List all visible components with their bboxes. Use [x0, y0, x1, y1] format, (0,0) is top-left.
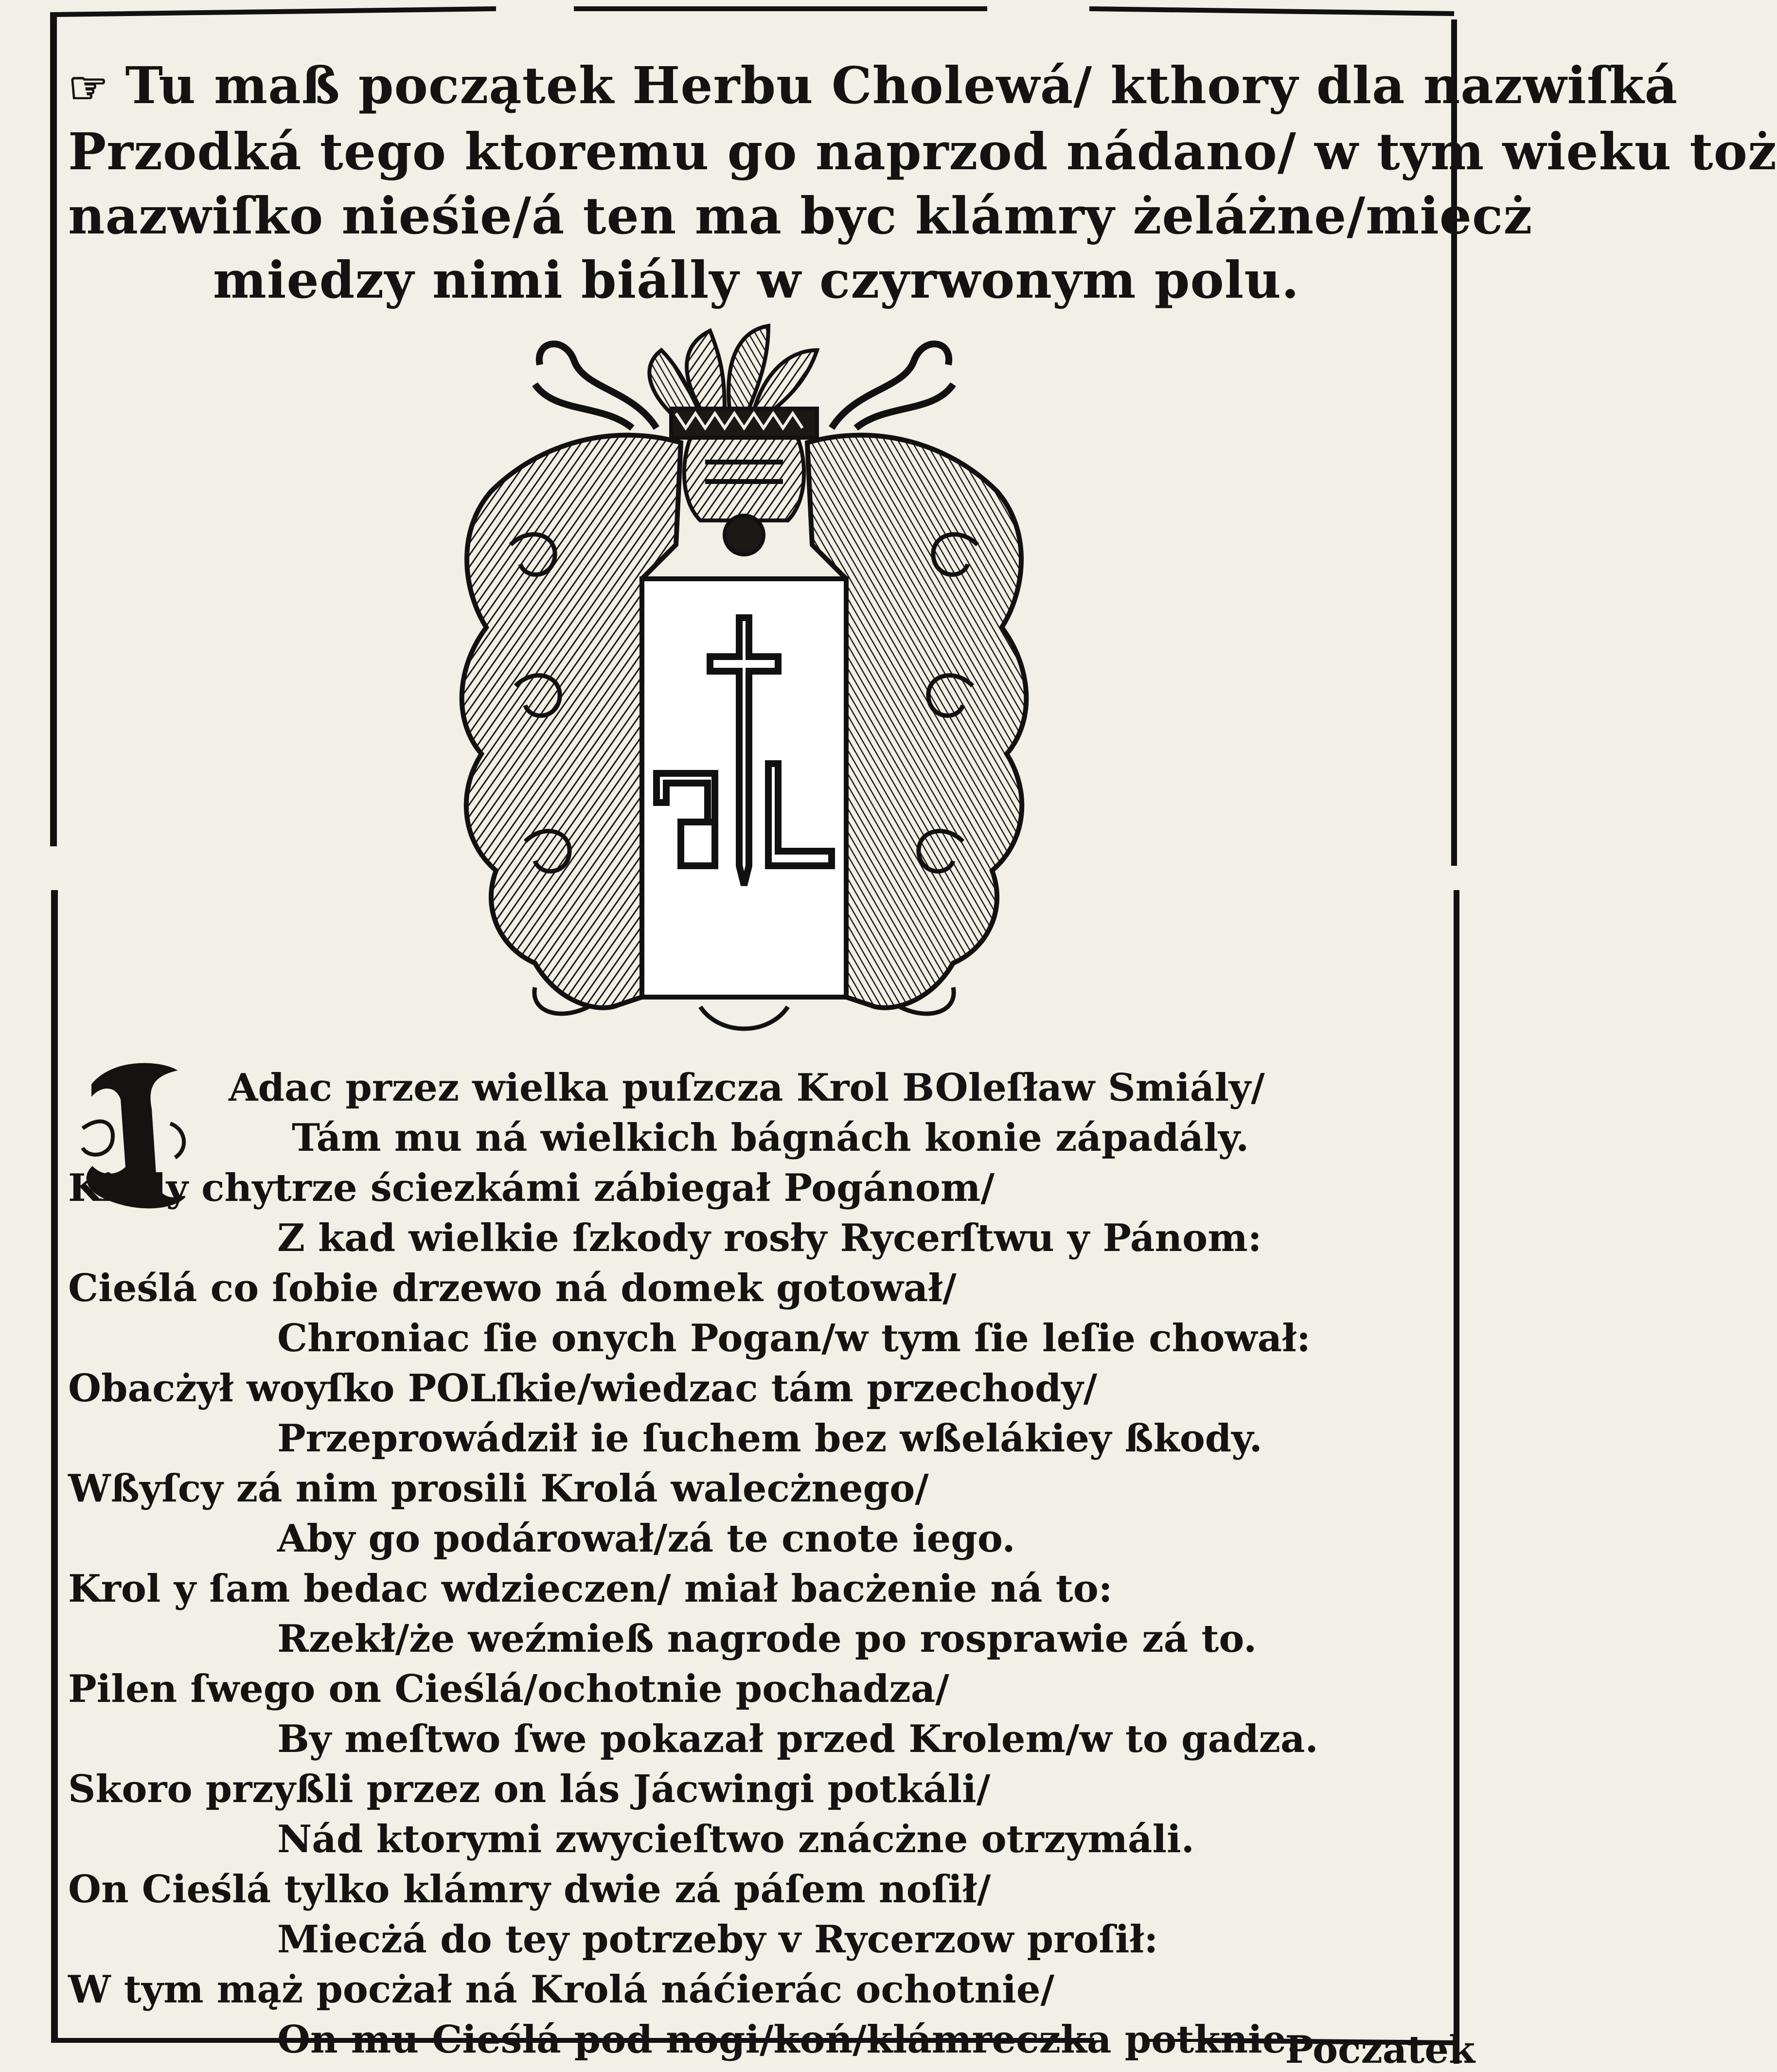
- helmet: [684, 438, 804, 554]
- verse-line: Obacżył woyſko POLſkie/wiedzac tám przechody/: [68, 1366, 1098, 1411]
- verse-line: Aby go podárował/zá te cnote iego.: [277, 1517, 1015, 1561]
- pointing-hand-icon: ☞: [68, 61, 109, 114]
- plume-crest: [649, 326, 817, 438]
- verse-line: Z kad wielkie ſzkody rosły Rycerſtwu y Pánom:: [277, 1216, 1262, 1260]
- verse-line: Pilen ſwego on Cieślá/ochotnie pochadza/: [68, 1667, 949, 1711]
- heading-line: Przodká tego ktoremu go naprzod nádano/ w tym wieku toż: [68, 122, 1777, 181]
- verse-line: Wßyſcy zá nim prosili Krolá walecżnego/: [68, 1466, 929, 1511]
- verse-line: Skoro przyßli przez on lás Jácwingi potkáli/: [68, 1767, 991, 1811]
- verse-line: On Cieślá tylko klámry dwie zá páſem noſił/: [68, 1867, 991, 1911]
- heading-line: miedzy nimi biálly w czyrwonym polu.: [213, 250, 1300, 310]
- verse-line: Chroniac ſie onych Pogan/w tym ſie leſie chował:: [277, 1316, 1311, 1360]
- verse-line: Tám mu ná wielkich bágnách konie západály.: [292, 1116, 1249, 1160]
- verse-line: Krol y ſam bedac wdzieczen/ miał bacżenie ná to:: [68, 1567, 1113, 1611]
- catchword: Poczatek: [1285, 2028, 1475, 2072]
- verse-line: Adac przez wielka puſzcza Krol BOleſław Smiály/: [229, 1066, 1265, 1110]
- coat-of-arms-woodcut: [428, 316, 1060, 1055]
- verse-line: Rzekł/że weźmieß nagrode po rosprawie zá to.: [277, 1617, 1257, 1661]
- verse-line: By meſtwo ſwe pokazał przed Krolem/w to gadza.: [277, 1717, 1318, 1761]
- verse-line: Przeprowádził ie ſuchem bez wßelákiey ßkody.: [277, 1416, 1262, 1461]
- verse-line: W tym mąż pocżał ná Krolá náćierác ochotnie/: [68, 1967, 1055, 2012]
- verse-line: Nád ktorymi zwycieſtwo znácżne otrzymáli.: [277, 1817, 1194, 1861]
- heading-line: nazwiſko nieśie/á ten ma byc klámry żeláżne/miecż: [68, 186, 1533, 246]
- heading-block: [68, 54, 1777, 312]
- verse-line: Cieślá co ſobie drzewo ná domek gotował/: [68, 1266, 957, 1310]
- heading-line: ☞ Tu maß początek Herbu Cholewá/ kthory dla nazwiſká: [68, 54, 1444, 120]
- verse-line: Miecżá do tey potrzeby v Rycerzow proſił:: [277, 1917, 1158, 1962]
- verse-block: [68, 1063, 1444, 2065]
- verse-line: Kiedy chytrze ściezkámi zábiegał Pogánom/: [68, 1166, 995, 1210]
- verse-line: On mu Cieślá pod nogi/koń/klámreczka potknie.: [277, 2018, 1300, 2062]
